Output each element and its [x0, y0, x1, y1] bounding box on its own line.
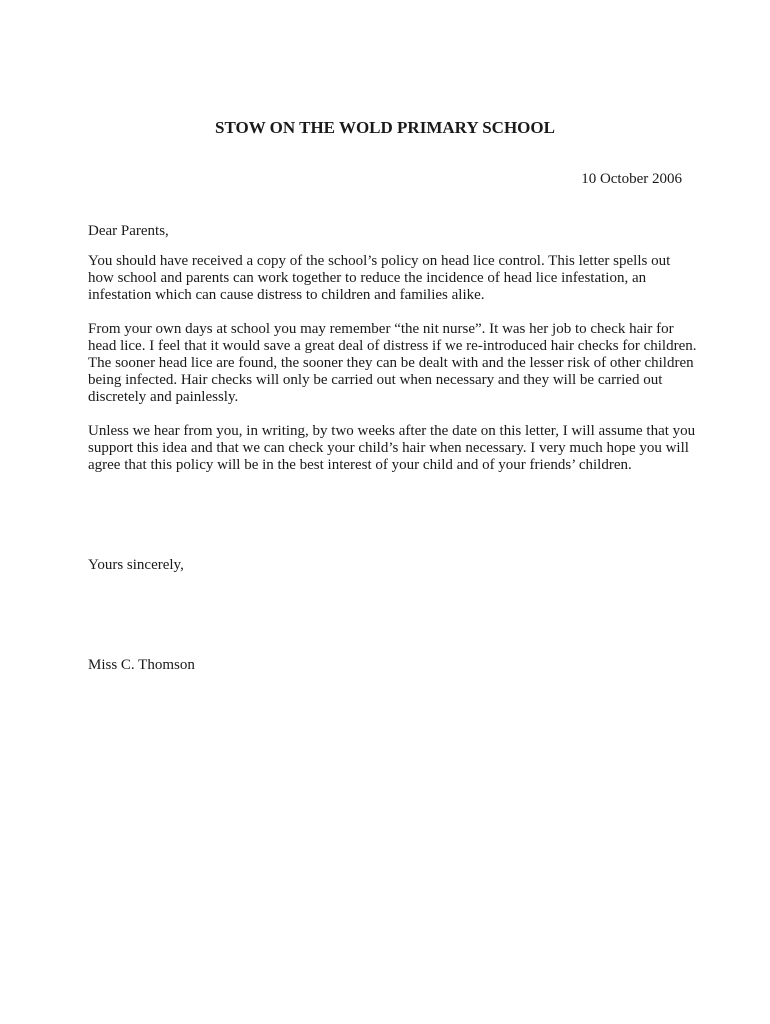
body-paragraph-3: Unless we hear from you, in writing, by two weeks after the date on this letter, I will assume that you support this idea and that we can check your child’s hair when necessary. I very much hope you will agree that this policy will be in the best interest of your child and of your friends’ children. — [88, 423, 696, 473]
signature-name: Miss C. Thomson — [88, 657, 195, 673]
school-title: STOW ON THE WOLD PRIMARY SCHOOL — [215, 118, 555, 137]
letter-date: 10 October 2006 — [581, 171, 682, 187]
body-paragraph-2: From your own days at school you may remember “the nit nurse”. It was her job to check hair for head lice. I feel that it would save a great deal of distress if we re-introduced hair checks for children. The sooner head lice are found, the sooner they can be dealt with and the lesser risk of other children being infected. Hair checks will only be carried out when necessary and they will be carried out discretely and painlessly. — [88, 321, 697, 405]
salutation: Dear Parents, — [88, 223, 169, 239]
body-paragraph-1: You should have received a copy of the school’s policy on head lice control. This letter spells out how school and parents can work together to reduce the incidence of head lice infestation, an infestation which can cause distress to children and families alike. — [88, 253, 671, 303]
closing: Yours sincerely, — [88, 557, 184, 573]
